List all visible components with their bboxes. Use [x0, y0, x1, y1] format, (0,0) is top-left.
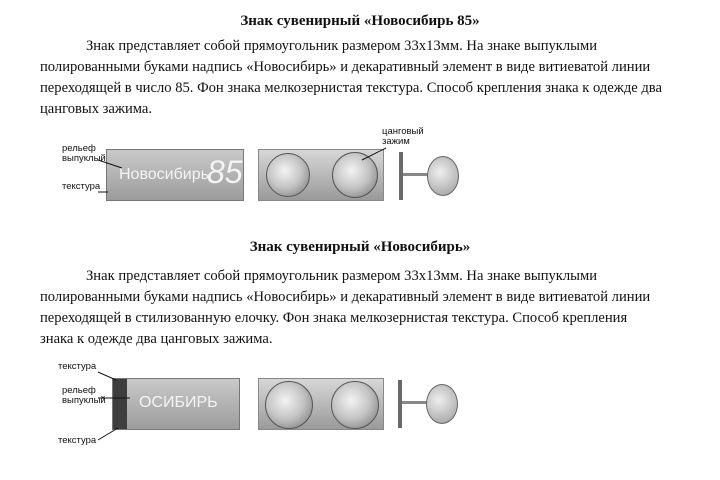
clasp-label-line1: цанговый — [382, 126, 424, 137]
texture-bottom-leader-line — [98, 428, 118, 440]
texture-top-label: текстура — [58, 361, 97, 372]
section1-title: Знак сувенирный «Новосибирь 85» — [240, 13, 480, 29]
relief-leader-line — [98, 160, 122, 168]
section1-line4: цанговых зажима. — [40, 101, 153, 117]
section2-line3: переходящей в стилизованную елочку. Фон знака мелкозернистая текстура. Способ крепления — [40, 310, 628, 326]
texture-bottom-label: текстура — [58, 435, 97, 446]
clasp-label-line2: зажим — [382, 136, 410, 147]
clasp-leader-line — [362, 148, 386, 160]
section1-line3: переходящей в число 85. Фон знака мелкозернистая текстура. Способ крепления знака к одежде два — [40, 80, 662, 96]
section1-line1: Знак представляет собой прямоугольник размером 33х13мм. На знаке выпуклыми — [86, 38, 598, 54]
relief-label-line1: рельеф — [62, 143, 96, 154]
badge-number: 85 — [207, 154, 243, 190]
section1-line2: полированными буками надпись «Новосибирь» и декаративный элемент в виде витиеватой линии — [40, 59, 651, 75]
section2-line1: Знак представляет собой прямоугольник размером 33х13мм. На знаке выпуклыми — [86, 268, 598, 284]
relief-label-2-line1: рельеф — [62, 385, 96, 396]
relief-label-line2: выпуклый — [62, 153, 106, 164]
badge-inscription: Новосибирь — [119, 166, 209, 183]
section2-line4: знака к одежде два цанговых зажима. — [40, 331, 273, 347]
texture-top-leader-line — [98, 372, 116, 380]
texture-label: текстура — [62, 181, 101, 192]
relief-label-2-line2: выпуклый — [62, 395, 106, 406]
section2-line2: полированными буками надпись «Новосибирь» и декаративный элемент в виде витиеватой линии — [40, 289, 651, 305]
section2-title: Знак сувенирный «Новосибирь» — [249, 239, 471, 255]
badge2-inscription: ОСИБИРЬ — [139, 394, 218, 411]
